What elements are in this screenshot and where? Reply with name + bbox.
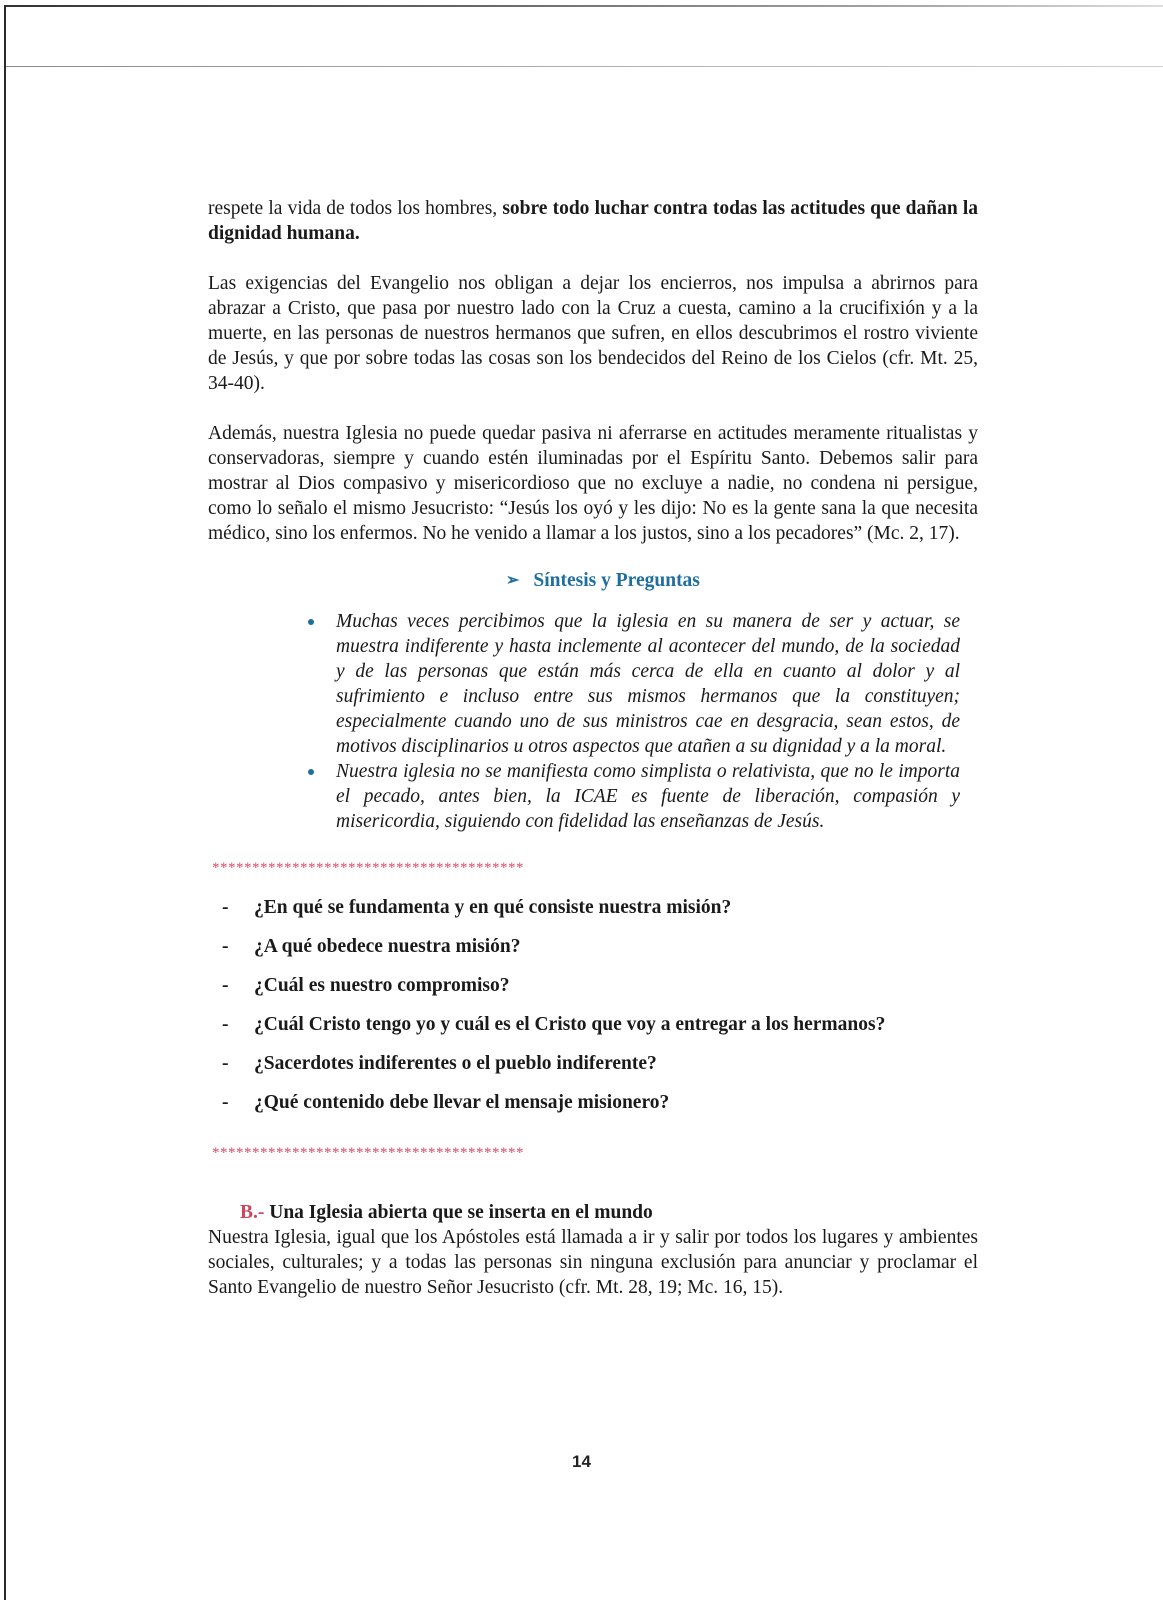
spacer (208, 246, 978, 271)
question-text: ¿A qué obedece nuestra misión? (254, 936, 521, 957)
synthesis-heading-text: Síntesis y Preguntas (533, 570, 700, 591)
scan-left-edge (4, 6, 6, 1600)
synthesis-heading (506, 568, 978, 593)
paragraph-section-b: Nuestra Iglesia, igual que los Apóstoles está llamada a ir y salir por todos los lugares y ambientes sociales, culturales; y a todas las personas sin ninguna exclusión para anunciar y proclamar el Santo Evangelio de nuestro Señor Jesucristo (cfr. Mt. 28, 19; Mc. 16, 15). (208, 1227, 978, 1298)
question-text: ¿Cuál es nuestro compromiso? (254, 975, 510, 996)
section-b-title: Una Iglesia abierta que se inserta en el mundo (264, 1202, 653, 1223)
header-rule (6, 66, 1163, 67)
asterisk-separator-bottom: *************************************** (212, 1145, 524, 1161)
dash-bullet: - (222, 897, 229, 918)
question-item (222, 1051, 978, 1090)
synthesis-bullet-item (304, 609, 960, 759)
question-text: ¿Cuál Cristo tengo yo y cuál es el Cristo que voy a entregar a los hermanos? (254, 1014, 886, 1035)
paragraph-dignity-bold: sobre todo luchar contra todas las actitudes que dañan la dignidad humana. (208, 198, 979, 244)
dash-bullet: - (222, 1053, 229, 1074)
bullet-dot-icon (308, 769, 314, 775)
bullet-dot-icon (308, 619, 314, 625)
question-text: ¿Sacerdotes indiferentes o el pueblo indiferente? (254, 1053, 657, 1074)
section-b-letter: B.- (240, 1202, 265, 1223)
asterisk-separator-top: *************************************** (212, 860, 524, 876)
question-item (222, 934, 978, 973)
section-b-heading (240, 1200, 978, 1225)
dash-bullet: - (222, 1014, 229, 1035)
question-item (222, 895, 978, 934)
dash-bullet: - (222, 975, 229, 996)
question-item (222, 973, 978, 1012)
dash-bullet: - (222, 1092, 229, 1113)
page-body (208, 196, 978, 1300)
paragraph-gospel-demands: Las exigencias del Evangelio nos obligan a dejar los encierros, nos impulsa a abrirnos para abrazar a Cristo, que pasa por nuestro lado con la Cruz a cuesta, camino a la crucifixión y a la muerte, en las personas de nuestros hermanos que sufren, en ellos descubrimos el rostro viviente de Jesús, y que por sobre todas las cosas son los bendecidos del Reino de los Cielos (cfr. Mt. 25, 34-40). (208, 273, 978, 394)
question-item (222, 1012, 978, 1051)
question-text: ¿Qué contenido debe llevar el mensaje misionero? (254, 1092, 670, 1113)
paragraph-dignity-normal: respete la vida de todos los hombres, (208, 198, 503, 219)
dash-bullet: - (222, 936, 229, 957)
question-item (222, 1090, 978, 1129)
spacer (208, 396, 978, 421)
page-number: 14 (572, 1452, 591, 1471)
question-text: ¿En qué se fundamenta y en qué consiste nuestra misión? (254, 897, 732, 918)
questions-list (222, 895, 978, 1129)
paragraph-dignity (208, 196, 978, 246)
scan-top-edge (4, 5, 1163, 7)
synthesis-bullet-text: Muchas veces percibimos que la iglesia en su manera de ser y actuar, se muestra indiferente y hasta inclemente al acontecer del mundo, de la sociedad y de las personas que están más cerca de ella en cuanto al dolor y al sufrimiento e incluso entre sus mismos hermanos que la constituyen; especialmente cuando uno de sus ministros cae en desgracia, sean estos, de motivos disciplinarios u otros aspectos que atañen a su dignidad y a la moral. (336, 611, 960, 757)
synthesis-bullet-item (304, 759, 960, 834)
arrow-bullet-icon: ➢ (506, 572, 520, 589)
synthesis-bullet-text: Nuestra iglesia no se manifiesta como simplista o relativista, que no le importa el pecado, antes bien, la ICAE es fuente de liberación, compasión y misericordia, siguiendo con fidelidad las enseñanzas de Jesús. (336, 761, 960, 832)
paragraph-church-not-passive: Además, nuestra Iglesia no puede quedar pasiva ni aferrarse en actitudes meramente ritualistas y conservadoras, siempre y cuando estén iluminadas por el Espíritu Santo. Debemos salir para mostrar al Dios compasivo y misericordioso que no excluye a nadie, no condena ni persigue, como lo señalo el mismo Jesucristo: “Jesús los oyó y les dijo: No es la gente sana la que necesita médico, sino los enfermos. No he venido a llamar a los justos, sino a los pecadores” (Mc. 2, 17). (208, 423, 978, 544)
synthesis-bullet-list (304, 609, 960, 834)
